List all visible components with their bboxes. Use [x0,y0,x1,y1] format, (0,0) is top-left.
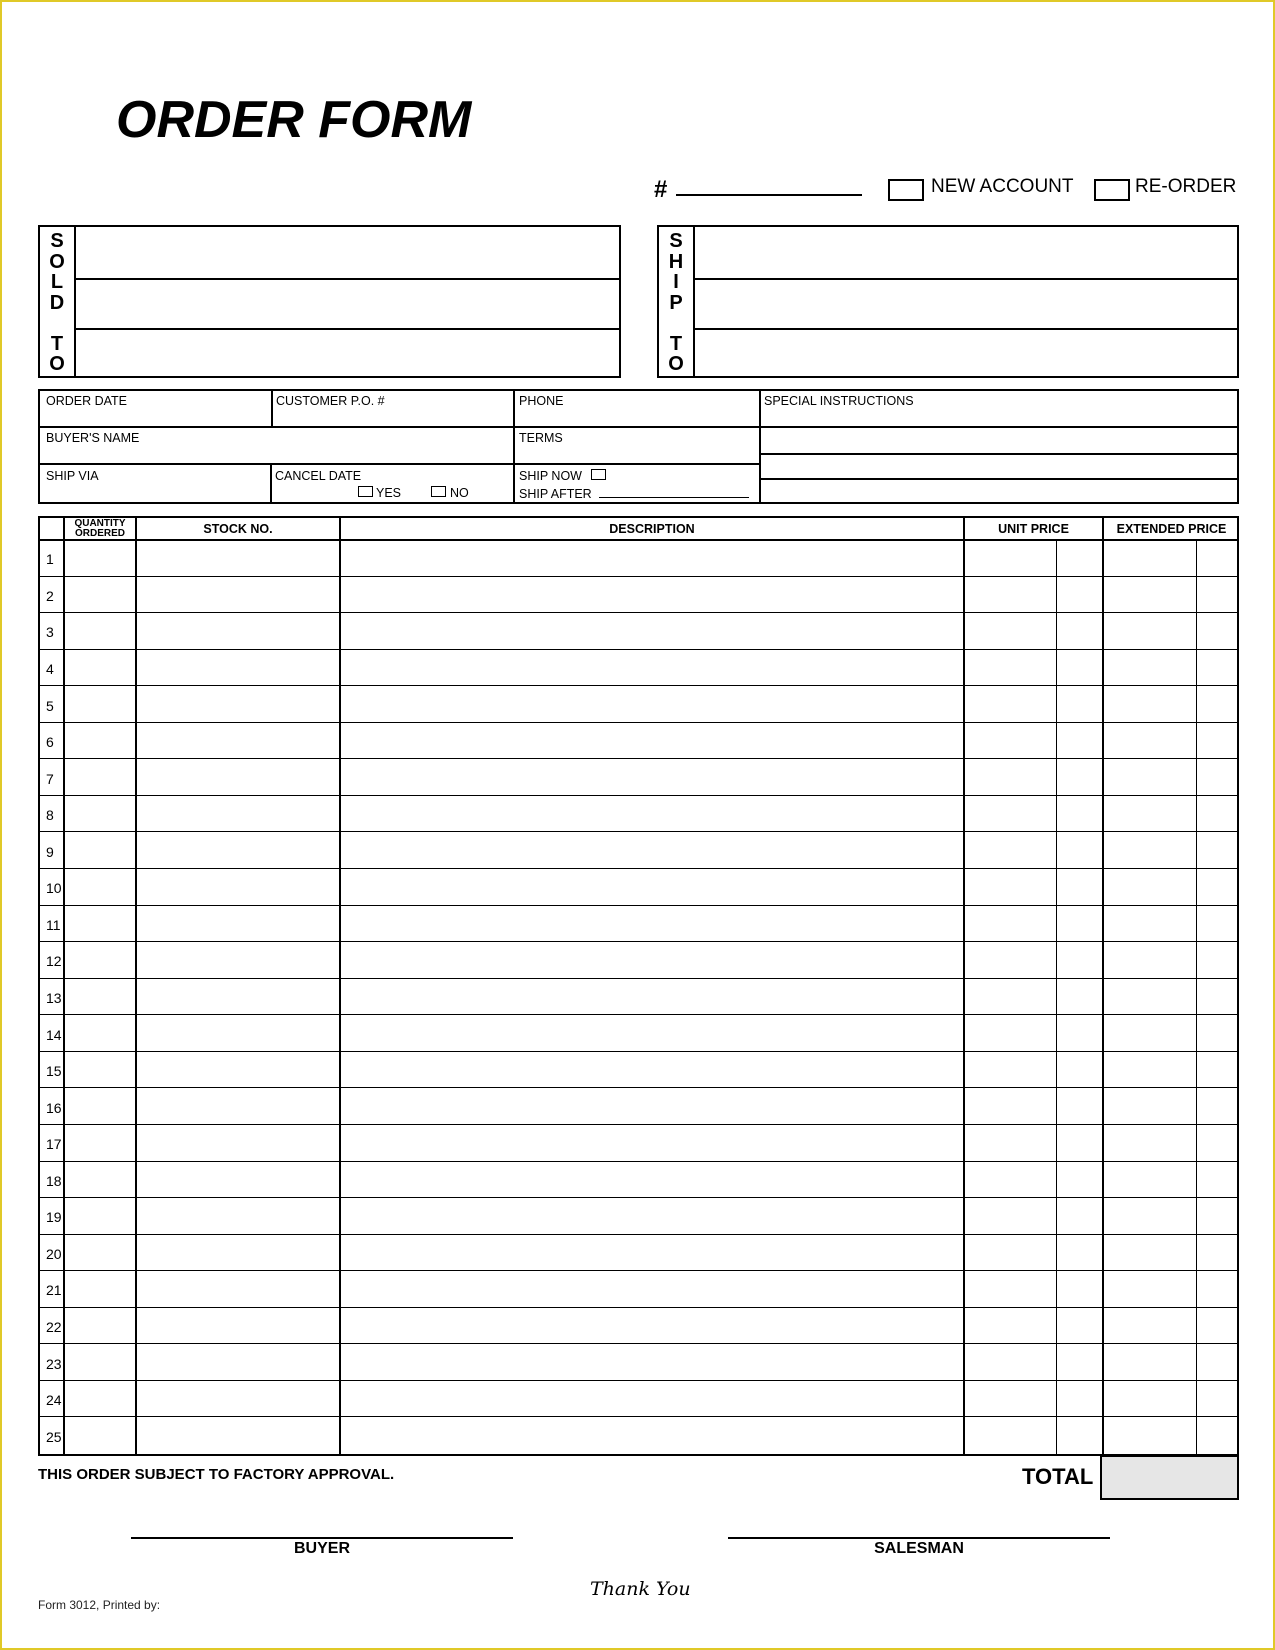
row-number: 22 [46,1319,62,1336]
row-divider [40,685,1237,686]
total-label: TOTAL [1022,1464,1094,1489]
row-divider [40,576,1237,577]
row-number: 20 [46,1245,62,1262]
special-instructions-label: SPECIAL INSTRUCTIONS [764,394,914,408]
buyers-name-label: BUYER'S NAME [46,431,140,445]
row-divider [40,831,1237,832]
stock-no-header: STOCK NO. [203,522,273,536]
buyer-signature-line[interactable] [131,1537,513,1539]
ship-to-box [657,225,1239,378]
row-number: 12 [46,953,62,970]
row-divider [40,795,1237,796]
total-field[interactable] [1100,1455,1239,1500]
form-title: ORDER FORM [116,91,472,149]
row-divider [40,722,1237,723]
row-divider [40,1380,1237,1381]
ship-to-line [695,278,1237,280]
sold-to-label: S O L D T O [40,227,76,376]
row-number: 11 [46,916,61,933]
cancel-date-label: CANCEL DATE [275,469,362,483]
description-header: DESCRIPTION [609,522,695,536]
row-number: 9 [46,843,54,860]
new-account-checkbox[interactable] [888,179,924,201]
row-divider [40,1014,1237,1015]
reorder-label: RE-ORDER [1135,176,1237,197]
ship-after-label: SHIP AFTER [519,487,592,501]
ship-after-field[interactable] [599,497,749,498]
no-label: NO [450,486,469,500]
line-items-table [38,516,1239,1456]
row-divider [40,758,1237,759]
row-divider [40,1087,1237,1088]
row-number: 18 [46,1172,62,1189]
row-divider [40,1124,1237,1125]
phone-label: PHONE [519,394,564,408]
row-divider [40,649,1237,650]
row-divider [40,978,1237,979]
row-divider [40,1343,1237,1344]
row-divider [40,905,1237,906]
customer-po-label: CUSTOMER P.O. # [276,394,385,408]
row-number: 1 [46,551,54,568]
row-number: 15 [46,1063,62,1080]
row-divider [40,1270,1237,1271]
row-number: 7 [46,770,54,787]
row-number: 21 [46,1282,62,1299]
row-divider [40,1234,1237,1235]
row-number: 5 [46,697,54,714]
buyer-label: BUYER [293,1540,350,1557]
row-number: 16 [46,1099,62,1116]
row-number: 23 [46,1355,62,1372]
thank-you-text: Thank You [590,1578,691,1600]
order-info-grid [38,389,1239,504]
row-divider [40,612,1237,613]
row-number: 2 [46,587,54,604]
row-number: 17 [46,1136,62,1153]
salesman-label: SALESMAN [874,1540,964,1557]
row-number: 13 [46,990,62,1006]
extended-price-header: EXTENDED PRICE [1116,522,1227,536]
yes-label: YES [376,486,402,500]
row-number: 6 [46,734,54,751]
row-number: 10 [46,880,62,897]
order-number-field[interactable] [676,194,862,196]
row-divider [40,941,1237,942]
cancel-yes-checkbox[interactable] [358,486,373,497]
row-number: 14 [46,1026,62,1043]
order-date-label: ORDER DATE [46,394,128,408]
hash-label: # [654,176,668,203]
approval-note: THIS ORDER SUBJECT TO FACTORY APPROVAL. [38,1466,395,1483]
row-number: 19 [46,1209,62,1226]
row-number: 24 [46,1392,62,1409]
cancel-no-checkbox[interactable] [431,486,446,497]
salesman-signature-line[interactable] [728,1537,1110,1539]
row-number: 3 [46,624,54,641]
unit-price-header: UNIT PRICE [998,522,1069,536]
new-account-label: NEW ACCOUNT [931,176,1074,197]
terms-label: TERMS [519,431,563,445]
sold-to-line [76,328,619,330]
ship-via-label: SHIP VIA [46,469,99,483]
ship-to-line [695,328,1237,330]
row-divider [40,1307,1237,1308]
form-number: Form 3012, Printed by: [38,1598,161,1612]
ship-to-label: S H I P T O [659,227,695,376]
row-divider [40,1161,1237,1162]
sold-to-box [38,225,621,378]
row-divider [40,1051,1237,1052]
row-divider [40,1197,1237,1198]
row-number: 25 [46,1428,62,1445]
sold-to-line [76,278,619,280]
row-number: 8 [46,807,54,824]
ship-now-checkbox[interactable] [591,469,606,480]
quantity-header: QUANTITY ORDERED [74,518,126,539]
ship-now-label: SHIP NOW [519,469,582,483]
reorder-checkbox[interactable] [1094,179,1130,201]
row-divider [40,868,1237,869]
row-number: 4 [46,660,54,677]
row-divider [40,1416,1237,1417]
